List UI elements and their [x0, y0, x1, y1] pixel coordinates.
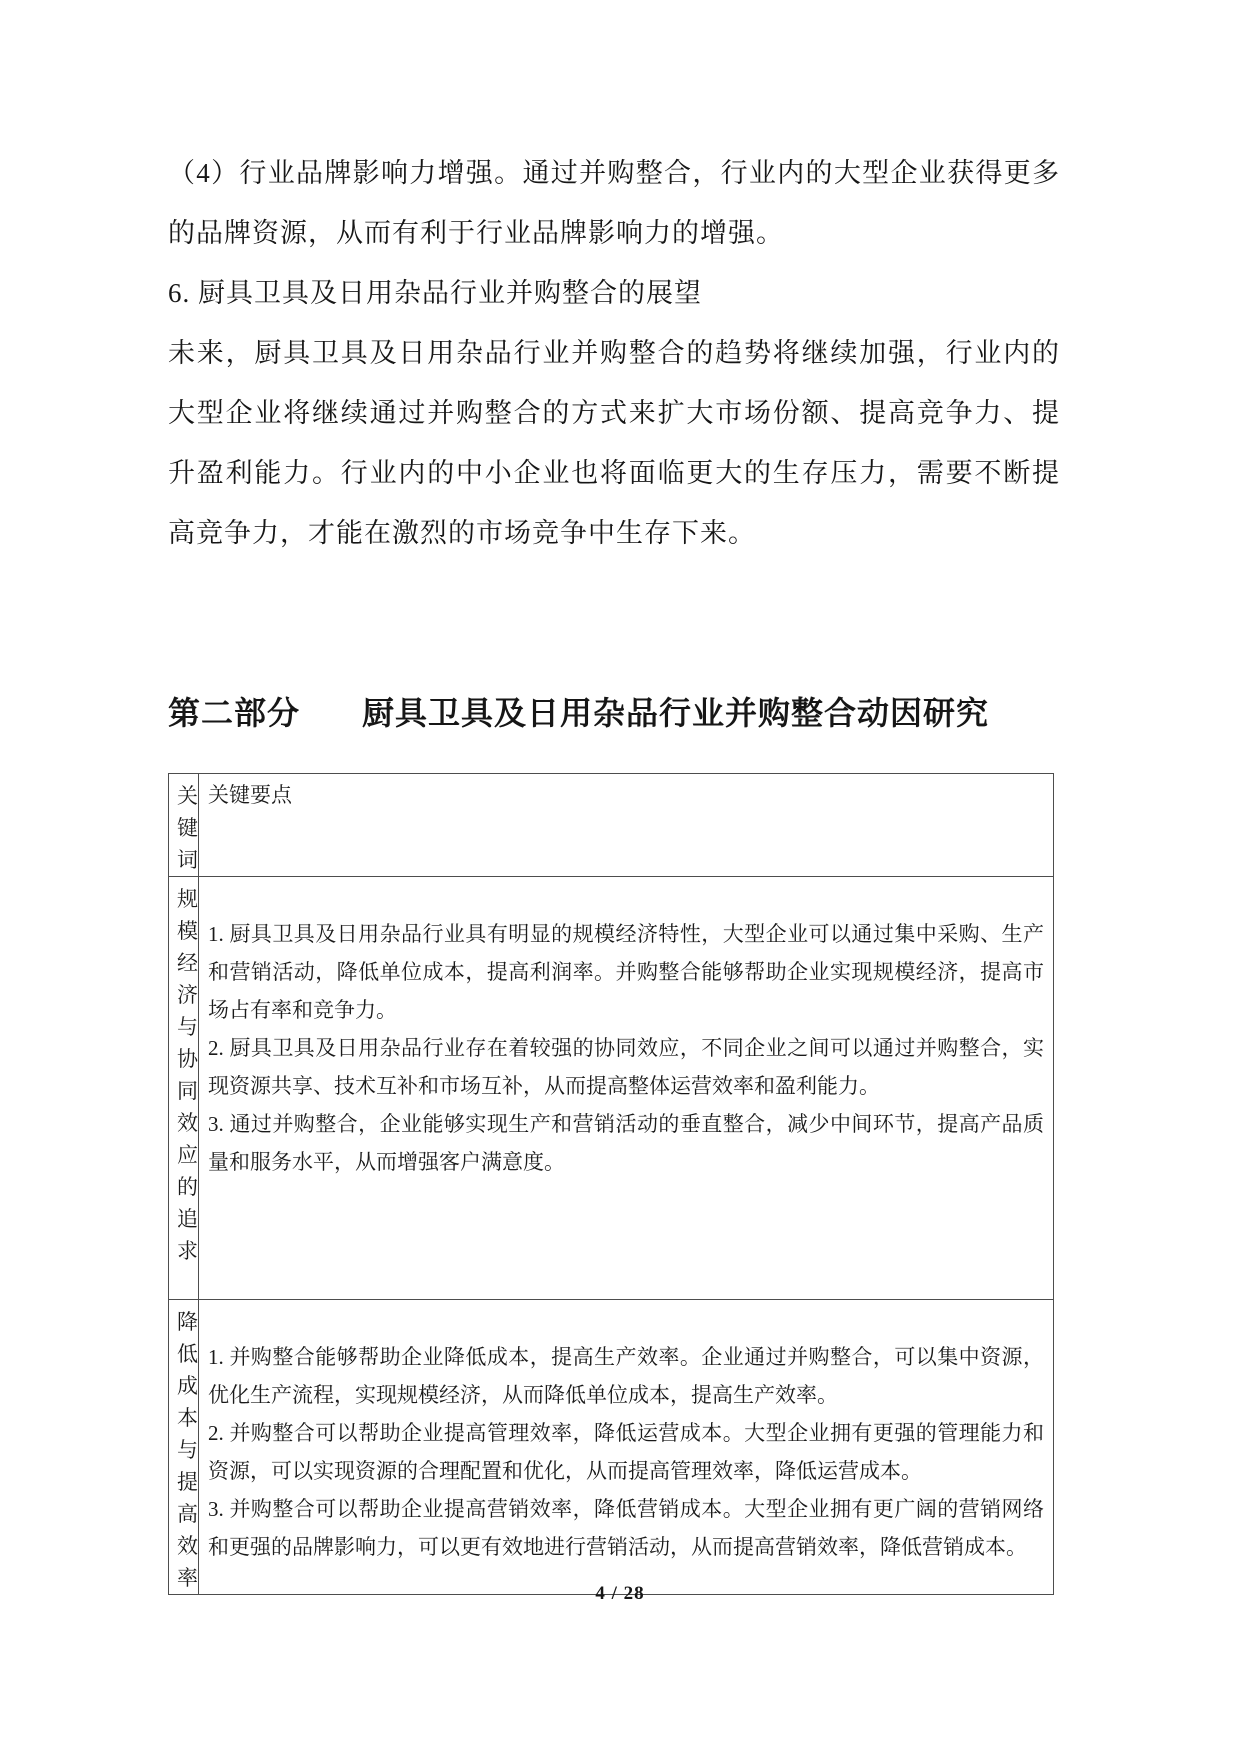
keypoints-header-cell: [199, 774, 1054, 877]
body-text: [168, 143, 1060, 563]
paragraph-brand-influence: （4）行业品牌影响力增强。通过并购整合，行业内的大型企业获得更多的品牌资源，从而有利于行业品牌影响力的增强。: [168, 158, 1060, 248]
keyword-cell: [169, 1300, 199, 1595]
section-part-label: 第二部分: [168, 695, 301, 731]
keypoint-item: 3. 通过并购整合，企业能够实现生产和营销活动的垂直整合，减少中间环节，提高产品质量和服务水平，从而增强客户满意度。: [208, 1112, 1044, 1174]
keypoint-item: 2. 厨具卫具及日用杂品行业存在着较强的协同效应，不同企业之间可以通过并购整合，实现资源共享、技术互补和市场互补，从而提高整体运营效率和盈利能力。: [208, 1036, 1044, 1098]
page-number: 4 / 28: [595, 1583, 645, 1604]
keypoints-table: [168, 773, 1054, 1595]
keypoints-list: [199, 1300, 1053, 1566]
section-title: 厨具卫具及日用杂品行业并购整合动因研究: [362, 695, 990, 731]
keyword-column-header: 关键词: [177, 784, 198, 872]
keypoints-column-header: 关键要点: [208, 783, 292, 807]
keyword-header-cell: [169, 774, 199, 877]
keypoint-item: 1. 厨具卫具及日用杂品行业具有明显的规模经济特性，大型企业可以通过集中采购、生产和营销活动，降低单位成本，提高利润率。并购整合能够帮助企业实现规模经济，提高市场占有率和竞争力。: [208, 922, 1044, 1022]
table-row-scale-economy: [169, 877, 1054, 1300]
keypoint-item: 2. 并购整合可以帮助企业提高管理效率，降低运营成本。大型企业拥有更强的管理能力和资源，可以实现资源的合理配置和优化，从而提高管理效率，降低运营成本。: [208, 1421, 1044, 1483]
paragraph-item-6-heading: 6. 厨具卫具及日用杂品行业并购整合的展望: [168, 278, 702, 308]
section-heading: [168, 688, 1108, 734]
keypoint-item: 1. 并购整合能够帮助企业降低成本，提高生产效率。企业通过并购整合，可以集中资源，优化生产流程，实现规模经济，从而降低单位成本，提高生产效率。: [208, 1345, 1044, 1407]
table-row-cost-efficiency: [169, 1300, 1054, 1595]
keypoint-item: 3. 并购整合可以帮助企业提高营销效率，降低营销成本。大型企业拥有更广阔的营销网络和更强的品牌影响力，可以更有效地进行营销活动，从而提高营销效率，降低营销成本。: [208, 1497, 1044, 1559]
keyword-text: 规模经济与协同效应的追求: [177, 887, 198, 1263]
keyword-text: 降低成本与提高效率: [177, 1310, 198, 1590]
keypoints-list: [199, 877, 1053, 1181]
paragraph-outlook: 未来，厨具卫具及日用杂品行业并购整合的趋势将继续加强，行业内的大型企业将继续通过并购整合的方式来扩大市场份额、提高竞争力、提升盈利能力。行业内的中小企业也将面临更大的生存压力，需要不断提高竞争力，才能在激烈的市场竞争中生存下来。: [168, 338, 1060, 548]
keypoints-cell: [199, 877, 1054, 1300]
keypoints-cell: [199, 1300, 1054, 1595]
table-header-row: [169, 774, 1054, 877]
keyword-cell: [169, 877, 199, 1300]
